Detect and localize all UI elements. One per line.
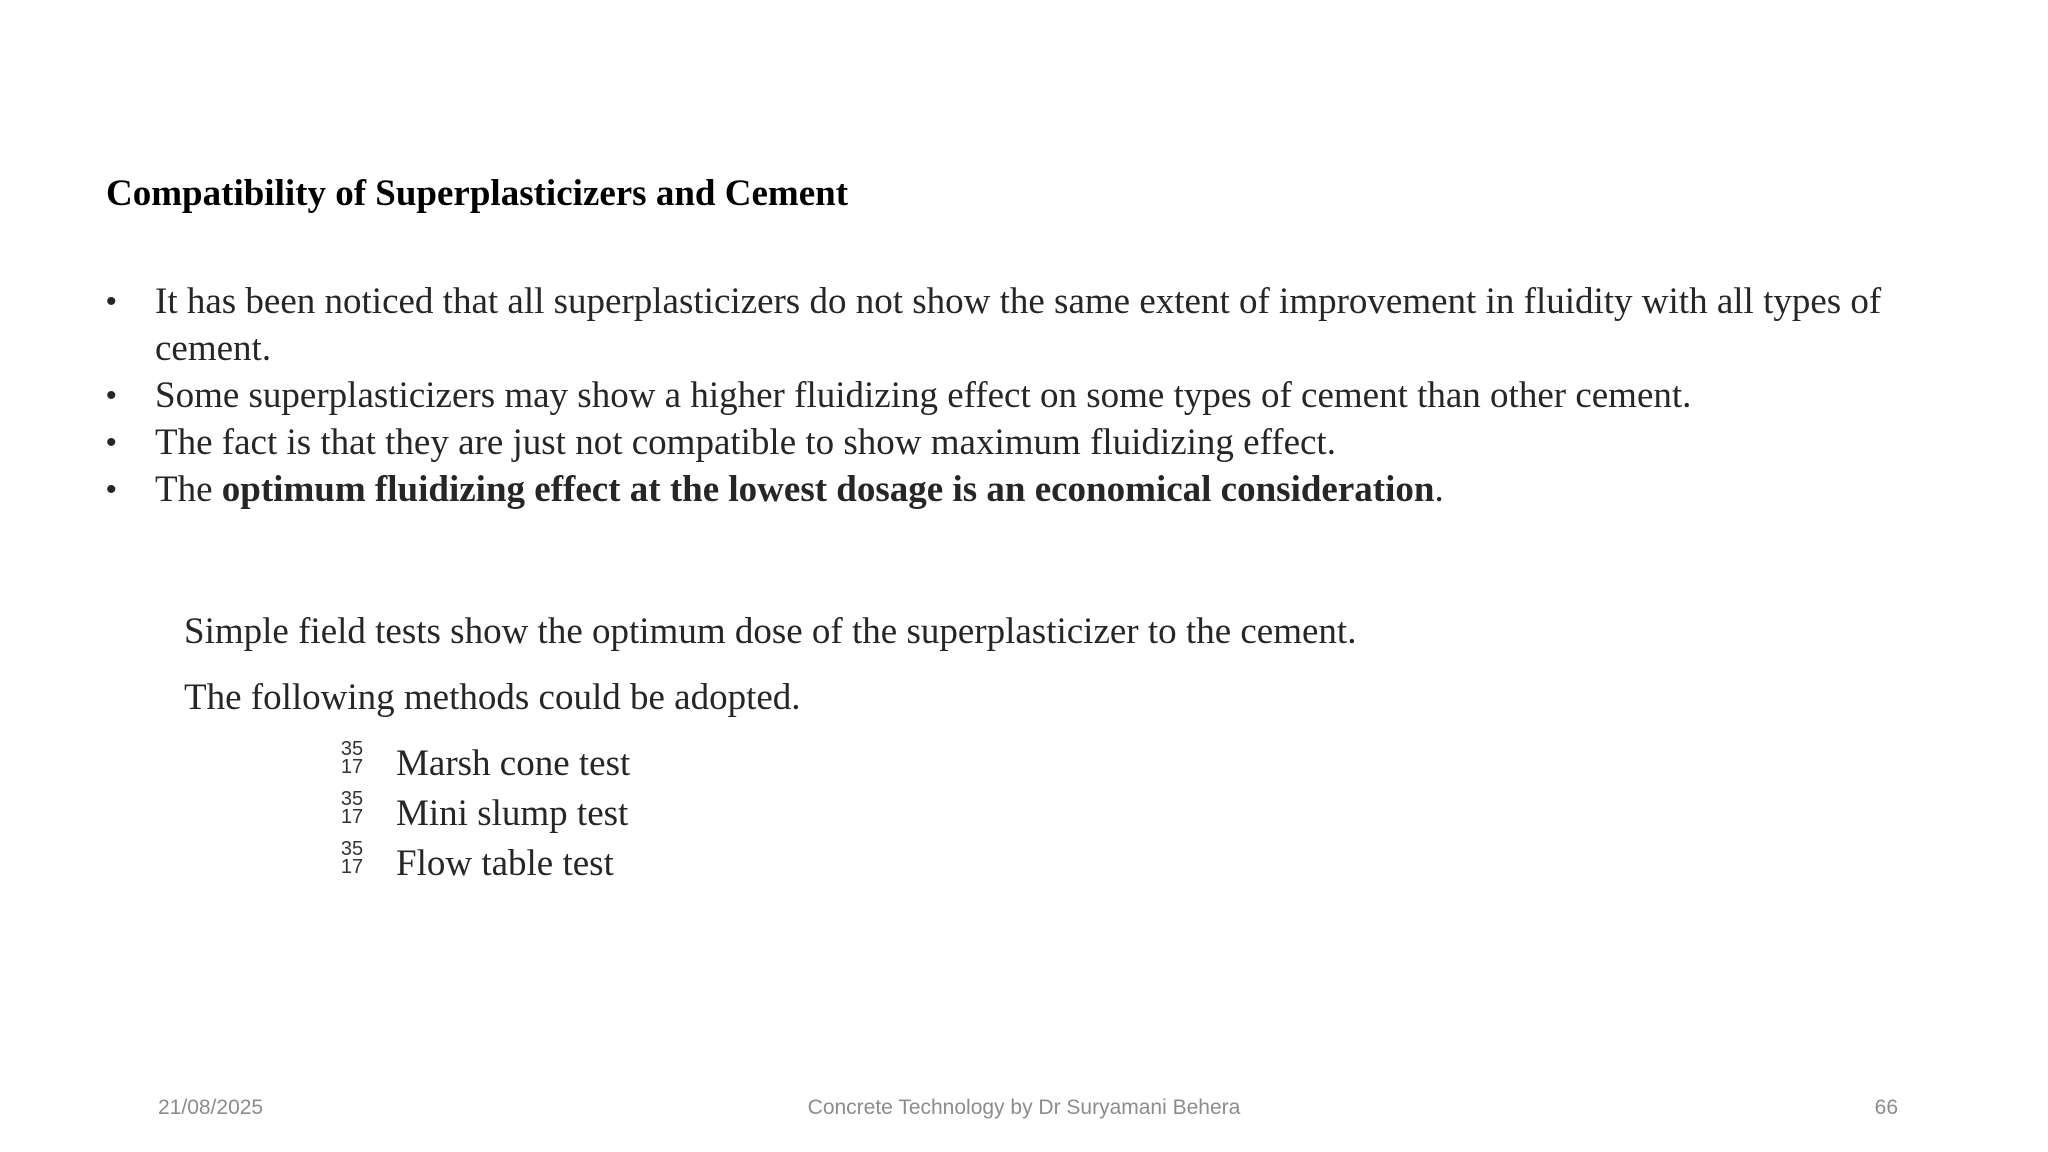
bullet-icon: • — [106, 473, 117, 506]
footer-date: 21/08/2025 — [158, 1096, 264, 1119]
bullet-icon: • — [106, 426, 117, 459]
field-tests-paragraph: Simple field tests show the optimum dose of the superplasticizer to the cement. — [184, 611, 1357, 652]
bullet-icon: • — [106, 379, 117, 412]
bullet-text-prefix: The — [155, 469, 222, 510]
marker-top: 35 — [340, 838, 364, 860]
fraction-marker-icon — [338, 740, 366, 776]
method-label: Mini slump test — [396, 793, 629, 834]
page-number: 66 — [1874, 1096, 1898, 1119]
footer-title: Concrete Technology by Dr Suryamani Behera — [807, 1096, 1241, 1119]
bullet-item — [106, 372, 2006, 419]
bullet-item — [106, 419, 2006, 466]
methods-intro-paragraph: The following methods could be adopted. — [184, 677, 801, 718]
bullet-text: The fact is that they are just not compatible to show maximum fluidizing effect. — [155, 422, 1336, 463]
bullet-text-bold: optimum fluidizing effect at the lowest dosage is an economical consideration — [221, 469, 1435, 510]
bullet-text: Some superplasticizers may show a higher fluidizing effect on some types of cement than other cement. — [155, 375, 1692, 416]
method-label: Marsh cone test — [396, 743, 631, 784]
bullet-icon: • — [106, 285, 117, 318]
bullet-text: It has been noticed that all superplasticizers do not show the same extent of improvement in fluidity with all types of cement. — [155, 281, 1882, 369]
bullet-list — [106, 278, 2006, 513]
bullet-item — [106, 466, 2006, 513]
marker-bottom: 17 — [340, 806, 364, 828]
marker-top: 35 — [340, 738, 364, 760]
marker-bottom: 17 — [340, 756, 364, 778]
fraction-marker-icon — [338, 790, 366, 826]
slide-title: Compatibility of Superplasticizers and Cement — [106, 173, 849, 214]
method-label: Flow table test — [396, 843, 614, 884]
fraction-marker-icon — [338, 840, 366, 876]
marker-top: 35 — [340, 788, 364, 810]
bullet-item — [106, 278, 2006, 372]
bullet-text-suffix: . — [1434, 469, 1444, 510]
marker-bottom: 17 — [340, 856, 364, 878]
